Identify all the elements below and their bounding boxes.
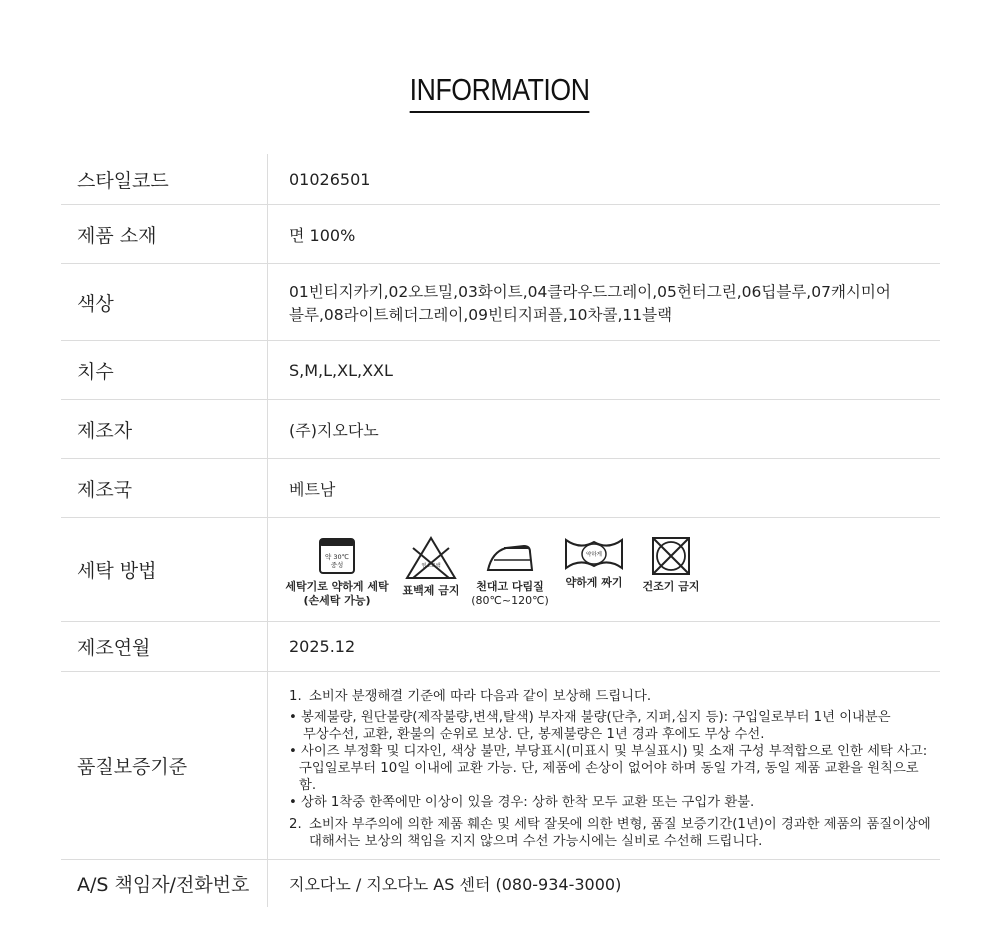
row-maker: [61, 400, 940, 459]
label-maker: 제조자: [61, 400, 268, 458]
no-tumble-dry-icon: [649, 536, 693, 576]
quality-bullet-2: [289, 743, 936, 794]
value-as: 지오다노 / 지오다노 AS 센터 (080-934-3000): [289, 875, 622, 894]
quality-bullet-line: 무상수선, 교환, 환불의 순위로 보상. 단, 봉제불량은 1년 경과 후에도 무상 수선.: [303, 727, 765, 742]
section-title: [0, 72, 1000, 113]
wash-caption-machine: [285, 580, 388, 608]
caption-line: 약하게 짜기: [565, 576, 623, 589]
wash-item-machine: [282, 536, 392, 608]
row-size: [61, 341, 940, 400]
caption-line: (손세탁 가능): [303, 594, 371, 607]
label-country: 제조국: [61, 459, 268, 517]
row-date: [61, 622, 940, 672]
caption-line: 표백제 금지: [402, 584, 460, 597]
quality-item-1: [289, 688, 936, 705]
bleach-inner-label: 염소표백: [421, 563, 441, 569]
bullet-dot: •: [289, 795, 297, 810]
no-bleach-icon: [405, 536, 457, 580]
quality-bullet-line: 봉제불량, 원단불량(제작불량,변색,탈색) 부자재 불량(단추, 지퍼,심지 등): 구입일로부터 1년 이내분은: [301, 710, 891, 725]
wash-caption-wring: [566, 576, 623, 590]
wash-caption-iron: [471, 580, 549, 608]
wash-item-iron: [470, 536, 550, 608]
item-number: 1.: [289, 689, 302, 704]
value-maker: (주)지오다노: [289, 420, 379, 440]
label-size: 치수: [61, 341, 268, 399]
title-text: INFORMATION: [410, 72, 590, 113]
wash-neutral-label: 중성: [330, 561, 344, 569]
info-table: [61, 154, 940, 907]
wash-item-bleach: [398, 536, 464, 598]
wring-inner-label: 약하게: [586, 552, 602, 558]
caption-line: 천대고 다림질: [476, 580, 544, 593]
label-quality: 품질보증기준: [61, 672, 268, 859]
quality-bullet-line: 사이즈 부정확 및 디자인, 색상 불만, 부당표시(미표시 및 부실표시) 및 소재 구성 부적합으로 인한 세탁 사고:: [301, 744, 928, 759]
quality-bullet-line: 상하 1착중 한쪽에만 이상이 있을 경우: 상하 한착 모두 교환 또는 구입가 환불.: [301, 795, 755, 810]
value-color: 01빈티지카키,02오트밀,03화이트,04클라우드그레이,05헌터그린,06딥블루,07캐시미어블루,08라이트헤더그레이,09빈티지퍼플,10차콜,11블랙: [289, 283, 891, 324]
value-size: S,M,L,XL,XXL: [289, 360, 393, 380]
row-material: [61, 205, 940, 264]
row-style-code: [61, 154, 940, 205]
value-material: 면 100%: [289, 225, 356, 245]
iron-icon: [484, 536, 536, 576]
row-color: [61, 264, 940, 341]
caption-line: 세탁기로 약하게 세탁: [285, 580, 389, 593]
item-number: 2.: [289, 817, 302, 832]
label-color: 색상: [61, 264, 268, 340]
wash-item-wring: [556, 536, 632, 590]
value-date: 2025.12: [289, 637, 356, 656]
quality-item-2: [289, 816, 936, 850]
wash-icons: [268, 518, 940, 621]
quality-bullet-3: [289, 794, 936, 811]
wash-item-dryer: [638, 536, 704, 594]
quality-text: [268, 672, 940, 859]
label-material: 제품 소재: [61, 205, 268, 263]
caption-line: 건조기 금지: [642, 580, 700, 593]
label-wash: 세탁 방법: [61, 518, 268, 621]
label-as: A/S 책임자/전화번호: [61, 860, 268, 907]
wash-caption-dryer: [643, 580, 700, 594]
label-date: 제조연월: [61, 622, 268, 671]
quality-bullet-line: 구입일로부터 10일 이내에 교환 가능. 단, 제품에 손상이 없어야 하며 동일 가격, 동일 제품 교환을 원칙으로 함.: [299, 761, 919, 793]
row-quality: [61, 672, 940, 860]
wash-caption-bleach: [403, 584, 460, 598]
value-country: 베트남: [289, 479, 336, 499]
wring-icon: [564, 536, 624, 572]
bullet-dot: •: [289, 710, 297, 725]
caption-line: (80℃~120℃): [471, 594, 549, 607]
label-style-code: 스타일코드: [61, 154, 268, 204]
quality-item-1-text: 소비자 분쟁해결 기준에 따라 다음과 같이 보상해 드립니다.: [309, 689, 652, 704]
value-style-code: 01026501: [289, 169, 371, 189]
row-wash: [61, 518, 940, 622]
quality-item-2-line: 소비자 부주의에 의한 제품 훼손 및 세탁 잘못에 의한 변형, 품질 보증기간(1년)이 경과한 제품의 품질이상에: [309, 817, 931, 832]
wash-tub-icon: [317, 536, 357, 576]
row-as: [61, 860, 940, 907]
bullet-dot: •: [289, 744, 297, 759]
quality-item-2-line: 대해서는 보상의 책임을 지지 않으며 수선 가능시에는 실비로 수선해 드립니다.: [309, 834, 763, 849]
quality-bullet-1: [289, 709, 936, 743]
row-country: [61, 459, 940, 518]
wash-temp-label: 약 30℃: [325, 553, 349, 561]
